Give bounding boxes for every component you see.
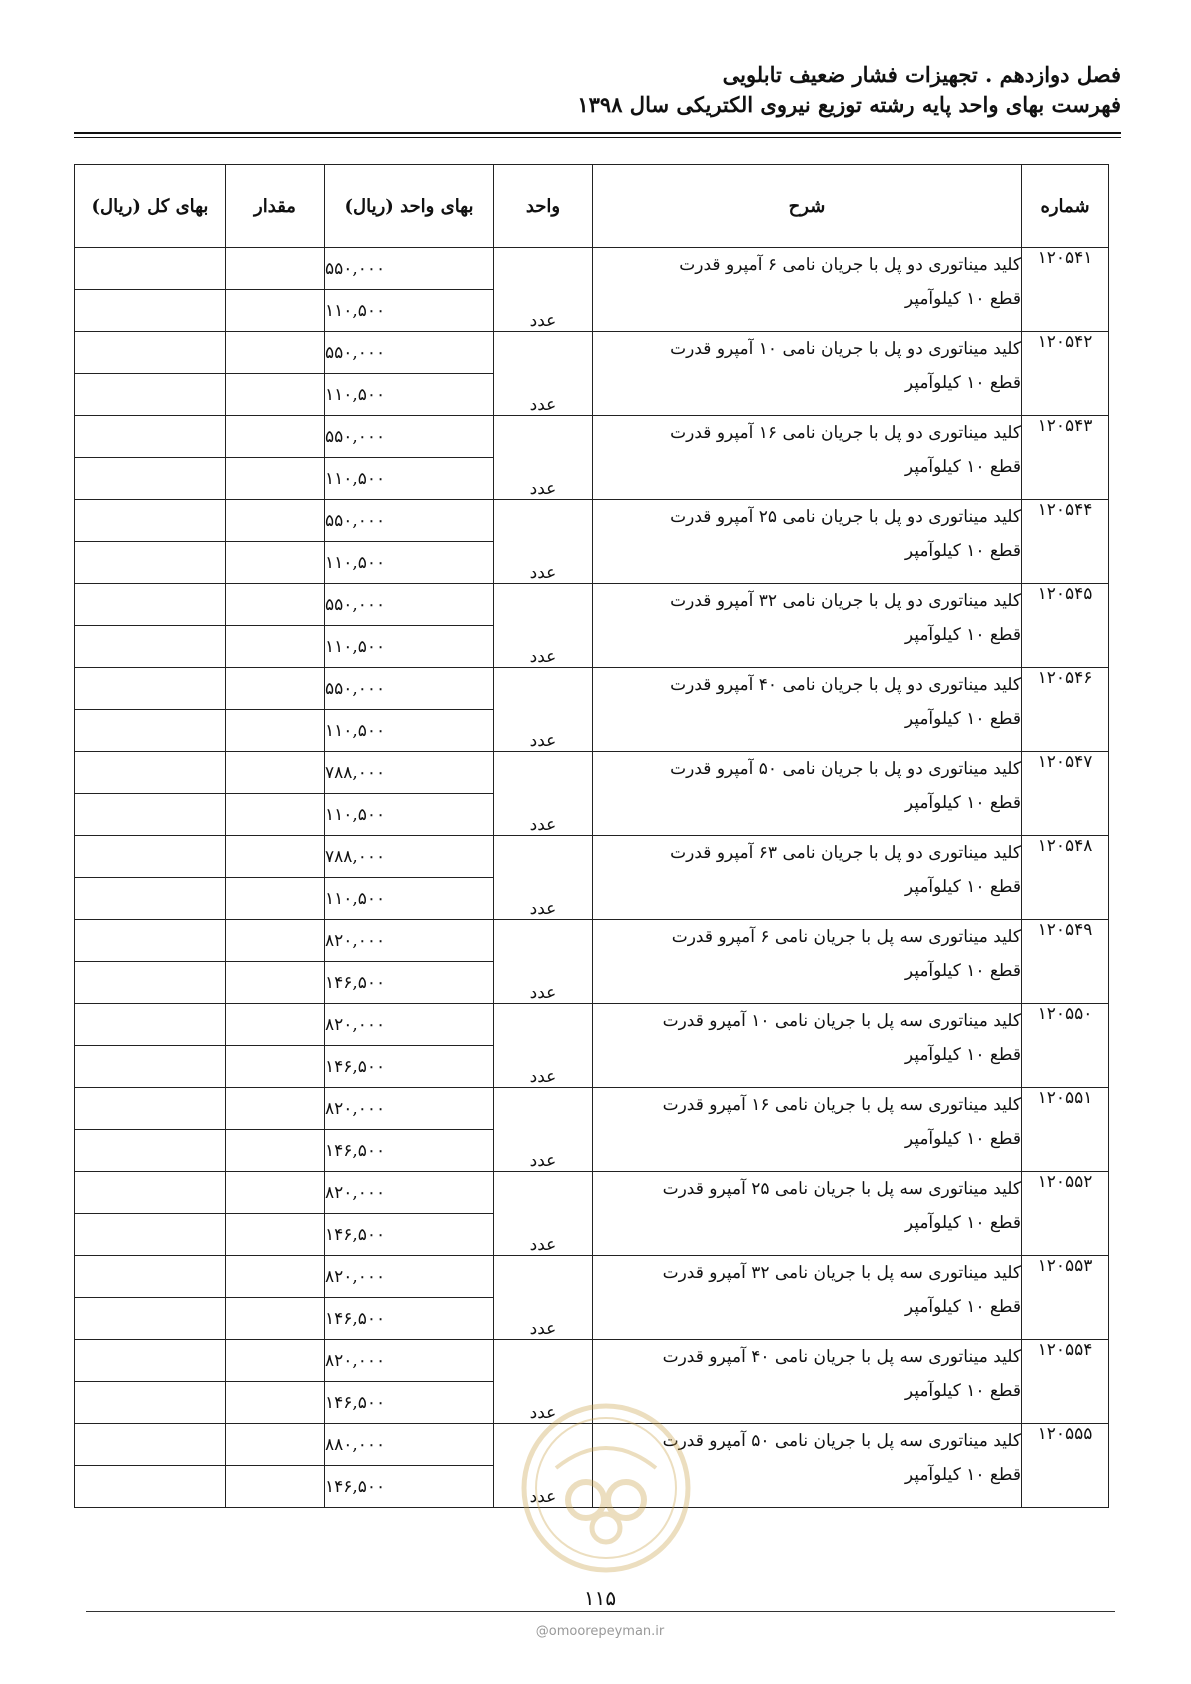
item-description-line2: قطع ۱۰ کیلوآمپر bbox=[904, 373, 1021, 393]
total-price-cell bbox=[75, 1256, 226, 1298]
item-unit: عدد bbox=[494, 1256, 593, 1340]
quantity-cell bbox=[226, 1256, 325, 1298]
unit-price-supply: ۸۲۰,۰۰۰ bbox=[325, 1004, 494, 1046]
total-price-cell bbox=[75, 1424, 226, 1466]
item-description bbox=[593, 248, 1022, 332]
table-row bbox=[75, 584, 1109, 626]
total-price-cell bbox=[75, 290, 226, 332]
quantity-cell bbox=[226, 836, 325, 878]
total-price-cell bbox=[75, 668, 226, 710]
item-description-line2: قطع ۱۰ کیلوآمپر bbox=[904, 1381, 1021, 1401]
item-description-line2: قطع ۱۰ کیلوآمپر bbox=[904, 877, 1021, 897]
total-price-cell bbox=[75, 1088, 226, 1130]
quantity-cell bbox=[226, 542, 325, 584]
header-divider-thin bbox=[74, 137, 1121, 138]
total-price-cell bbox=[75, 584, 226, 626]
item-unit: عدد bbox=[494, 1172, 593, 1256]
item-description-line2: قطع ۱۰ کیلوآمپر bbox=[904, 1129, 1021, 1149]
quantity-cell bbox=[226, 1382, 325, 1424]
item-description bbox=[593, 584, 1022, 668]
item-unit: عدد bbox=[494, 332, 593, 416]
unit-price-supply: ۵۵۰,۰۰۰ bbox=[325, 332, 494, 374]
item-number: ۱۲۰۵۴۶ bbox=[1022, 668, 1109, 752]
unit-price-supply: ۷۸۸,۰۰۰ bbox=[325, 836, 494, 878]
unit-price-install: ۱۴۶,۵۰۰ bbox=[325, 1130, 494, 1172]
item-description-line2: قطع ۱۰ کیلوآمپر bbox=[904, 625, 1021, 645]
total-price-cell bbox=[75, 878, 226, 920]
item-description-line1: کلید میناتوری سه پل با جریان نامی ۴۰ آمپرو قدرت bbox=[662, 1347, 1021, 1367]
total-price-cell bbox=[75, 1046, 226, 1088]
unit-price-supply: ۵۵۰,۰۰۰ bbox=[325, 584, 494, 626]
header-unit-price: بهای واحد (ریال) bbox=[325, 165, 494, 248]
item-number: ۱۲۰۵۴۱ bbox=[1022, 248, 1109, 332]
unit-price-install: ۱۴۶,۵۰۰ bbox=[325, 1382, 494, 1424]
header-description: شرح bbox=[593, 165, 1022, 248]
item-unit: عدد bbox=[494, 1088, 593, 1172]
quantity-cell bbox=[226, 920, 325, 962]
unit-price-supply: ۵۵۰,۰۰۰ bbox=[325, 668, 494, 710]
table-row bbox=[75, 1004, 1109, 1046]
item-unit: عدد bbox=[494, 248, 593, 332]
quantity-cell bbox=[226, 1466, 325, 1508]
quantity-cell bbox=[226, 626, 325, 668]
total-price-cell bbox=[75, 1130, 226, 1172]
item-description bbox=[593, 752, 1022, 836]
item-description-line2: قطع ۱۰ کیلوآمپر bbox=[904, 793, 1021, 813]
table-row bbox=[75, 1088, 1109, 1130]
table-row bbox=[75, 1340, 1109, 1382]
price-list-table bbox=[74, 164, 1109, 1508]
item-description-line2: قطع ۱۰ کیلوآمپر bbox=[904, 1465, 1021, 1485]
total-price-cell bbox=[75, 458, 226, 500]
quantity-cell bbox=[226, 962, 325, 1004]
total-price-cell bbox=[75, 1298, 226, 1340]
item-description-line2: قطع ۱۰ کیلوآمپر bbox=[904, 1297, 1021, 1317]
quantity-cell bbox=[226, 1172, 325, 1214]
table-row bbox=[75, 500, 1109, 542]
quantity-cell bbox=[226, 752, 325, 794]
item-description bbox=[593, 1088, 1022, 1172]
item-number: ۱۲۰۵۵۰ bbox=[1022, 1004, 1109, 1088]
table-row bbox=[75, 1424, 1109, 1466]
quantity-cell bbox=[226, 794, 325, 836]
total-price-cell bbox=[75, 710, 226, 752]
item-description-line1: کلید میناتوری دو پل با جریان نامی ۳۲ آمپرو قدرت bbox=[670, 591, 1021, 611]
header-number: شماره bbox=[1022, 165, 1109, 248]
quantity-cell bbox=[226, 416, 325, 458]
unit-price-supply: ۸۲۰,۰۰۰ bbox=[325, 1172, 494, 1214]
unit-price-install: ۱۱۰,۵۰۰ bbox=[325, 794, 494, 836]
item-description-line2: قطع ۱۰ کیلوآمپر bbox=[904, 709, 1021, 729]
table-header-row bbox=[75, 165, 1109, 248]
item-description-line2: قطع ۱۰ کیلوآمپر bbox=[904, 961, 1021, 981]
item-description-line1: کلید میناتوری دو پل با جریان نامی ۲۵ آمپرو قدرت bbox=[670, 507, 1021, 527]
item-description-line1: کلید میناتوری دو پل با جریان نامی ۶ آمپرو قدرت bbox=[679, 255, 1021, 275]
quantity-cell bbox=[226, 290, 325, 332]
quantity-cell bbox=[226, 248, 325, 290]
unit-price-install: ۱۱۰,۵۰۰ bbox=[325, 878, 494, 920]
unit-price-install: ۱۱۰,۵۰۰ bbox=[325, 626, 494, 668]
item-unit: عدد bbox=[494, 1424, 593, 1508]
item-description-line2: قطع ۱۰ کیلوآمپر bbox=[904, 1045, 1021, 1065]
header-total-price: بهای کل (ریال) bbox=[75, 165, 226, 248]
total-price-cell bbox=[75, 1340, 226, 1382]
footer-divider bbox=[86, 1611, 1115, 1612]
unit-price-install: ۱۱۰,۵۰۰ bbox=[325, 542, 494, 584]
item-unit: عدد bbox=[494, 920, 593, 1004]
item-description-line1: کلید میناتوری دو پل با جریان نامی ۴۰ آمپرو قدرت bbox=[670, 675, 1021, 695]
item-description bbox=[593, 1424, 1022, 1508]
unit-price-supply: ۸۲۰,۰۰۰ bbox=[325, 1088, 494, 1130]
website-watermark: @omoorepeyman.ir bbox=[535, 1624, 665, 1639]
item-number: ۱۲۰۵۴۹ bbox=[1022, 920, 1109, 1004]
item-number: ۱۲۰۵۵۳ bbox=[1022, 1256, 1109, 1340]
unit-price-install: ۱۱۰,۵۰۰ bbox=[325, 290, 494, 332]
item-number: ۱۲۰۵۴۵ bbox=[1022, 584, 1109, 668]
unit-price-supply: ۵۵۰,۰۰۰ bbox=[325, 500, 494, 542]
item-description-line2: قطع ۱۰ کیلوآمپر bbox=[904, 1213, 1021, 1233]
item-number: ۱۲۰۵۴۲ bbox=[1022, 332, 1109, 416]
item-number: ۱۲۰۵۵۲ bbox=[1022, 1172, 1109, 1256]
quantity-cell bbox=[226, 878, 325, 920]
table-row bbox=[75, 668, 1109, 710]
item-unit: عدد bbox=[494, 752, 593, 836]
item-description-line1: کلید میناتوری سه پل با جریان نامی ۲۵ آمپرو قدرت bbox=[662, 1179, 1021, 1199]
table-row bbox=[75, 416, 1109, 458]
quantity-cell bbox=[226, 1298, 325, 1340]
quantity-cell bbox=[226, 710, 325, 752]
item-description bbox=[593, 1172, 1022, 1256]
item-description-line1: کلید میناتوری دو پل با جریان نامی ۶۳ آمپرو قدرت bbox=[670, 843, 1021, 863]
unit-price-install: ۱۴۶,۵۰۰ bbox=[325, 1298, 494, 1340]
item-description bbox=[593, 500, 1022, 584]
total-price-cell bbox=[75, 1172, 226, 1214]
quantity-cell bbox=[226, 500, 325, 542]
item-description bbox=[593, 668, 1022, 752]
total-price-cell bbox=[75, 794, 226, 836]
total-price-cell bbox=[75, 626, 226, 668]
quantity-cell bbox=[226, 332, 325, 374]
total-price-cell bbox=[75, 416, 226, 458]
item-description-line1: کلید میناتوری دو پل با جریان نامی ۱۶ آمپرو قدرت bbox=[670, 423, 1021, 443]
table-row bbox=[75, 1256, 1109, 1298]
item-description-line1: کلید میناتوری سه پل با جریان نامی ۱۶ آمپرو قدرت bbox=[662, 1095, 1021, 1115]
page-number: ۱۱۵ bbox=[583, 1586, 617, 1610]
item-unit: عدد bbox=[494, 416, 593, 500]
total-price-cell bbox=[75, 542, 226, 584]
total-price-cell bbox=[75, 1004, 226, 1046]
item-description-line2: قطع ۱۰ کیلوآمپر bbox=[904, 457, 1021, 477]
total-price-cell bbox=[75, 248, 226, 290]
item-unit: عدد bbox=[494, 668, 593, 752]
total-price-cell bbox=[75, 1466, 226, 1508]
unit-price-install: ۱۴۶,۵۰۰ bbox=[325, 962, 494, 1004]
item-description-line1: کلید میناتوری سه پل با جریان نامی ۶ آمپرو قدرت bbox=[671, 927, 1021, 947]
unit-price-supply: ۸۲۰,۰۰۰ bbox=[325, 920, 494, 962]
unit-price-supply: ۵۵۰,۰۰۰ bbox=[325, 416, 494, 458]
header-unit: واحد bbox=[494, 165, 593, 248]
item-description-line1: کلید میناتوری سه پل با جریان نامی ۱۰ آمپرو قدرت bbox=[662, 1011, 1021, 1031]
header-divider-thick bbox=[74, 132, 1121, 134]
total-price-cell bbox=[75, 374, 226, 416]
table-row bbox=[75, 836, 1109, 878]
unit-price-supply: ۸۲۰,۰۰۰ bbox=[325, 1256, 494, 1298]
item-number: ۱۲۰۵۴۸ bbox=[1022, 836, 1109, 920]
unit-price-supply: ۸۸۰,۰۰۰ bbox=[325, 1424, 494, 1466]
item-unit: عدد bbox=[494, 584, 593, 668]
item-description-line2: قطع ۱۰ کیلوآمپر bbox=[904, 289, 1021, 309]
unit-price-install: ۱۴۶,۵۰۰ bbox=[325, 1046, 494, 1088]
item-description-line1: کلید میناتوری دو پل با جریان نامی ۵۰ آمپرو قدرت bbox=[670, 759, 1021, 779]
total-price-cell bbox=[75, 1382, 226, 1424]
total-price-cell bbox=[75, 920, 226, 962]
item-number: ۱۲۰۵۴۳ bbox=[1022, 416, 1109, 500]
table-row bbox=[75, 920, 1109, 962]
total-price-cell bbox=[75, 836, 226, 878]
item-description-line1: کلید میناتوری سه پل با جریان نامی ۵۰ آمپرو قدرت bbox=[662, 1431, 1021, 1451]
unit-price-install: ۱۱۰,۵۰۰ bbox=[325, 374, 494, 416]
unit-price-supply: ۸۲۰,۰۰۰ bbox=[325, 1340, 494, 1382]
item-description bbox=[593, 836, 1022, 920]
unit-price-install: ۱۴۶,۵۰۰ bbox=[325, 1214, 494, 1256]
total-price-cell bbox=[75, 752, 226, 794]
quantity-cell bbox=[226, 374, 325, 416]
unit-price-supply: ۵۵۰,۰۰۰ bbox=[325, 248, 494, 290]
total-price-cell bbox=[75, 332, 226, 374]
quantity-cell bbox=[226, 584, 325, 626]
quantity-cell bbox=[226, 1004, 325, 1046]
table-row bbox=[75, 1172, 1109, 1214]
table-row bbox=[75, 332, 1109, 374]
unit-price-install: ۱۱۰,۵۰۰ bbox=[325, 458, 494, 500]
quantity-cell bbox=[226, 668, 325, 710]
item-description-line1: کلید میناتوری دو پل با جریان نامی ۱۰ آمپرو قدرت bbox=[670, 339, 1021, 359]
item-description bbox=[593, 416, 1022, 500]
item-unit: عدد bbox=[494, 1004, 593, 1088]
item-description bbox=[593, 920, 1022, 1004]
unit-price-supply: ۷۸۸,۰۰۰ bbox=[325, 752, 494, 794]
chapter-title: فصل دوازدهم . تجهیزات فشار ضعیف تابلویی bbox=[722, 62, 1121, 87]
quantity-cell bbox=[226, 1088, 325, 1130]
unit-price-install: ۱۴۶,۵۰۰ bbox=[325, 1466, 494, 1508]
item-number: ۱۲۰۵۵۴ bbox=[1022, 1340, 1109, 1424]
item-number: ۱۲۰۵۴۴ bbox=[1022, 500, 1109, 584]
quantity-cell bbox=[226, 1424, 325, 1466]
table-row bbox=[75, 248, 1109, 290]
item-unit: عدد bbox=[494, 500, 593, 584]
quantity-cell bbox=[226, 458, 325, 500]
item-description bbox=[593, 1340, 1022, 1424]
item-number: ۱۲۰۵۵۱ bbox=[1022, 1088, 1109, 1172]
item-unit: عدد bbox=[494, 1340, 593, 1424]
table-body bbox=[75, 248, 1109, 1508]
item-description bbox=[593, 1256, 1022, 1340]
page-header bbox=[74, 60, 1121, 120]
total-price-cell bbox=[75, 1214, 226, 1256]
document-subtitle: فهرست بهای واحد پایه رشته توزیع نیروی الکتریکی سال ۱۳۹۸ bbox=[577, 92, 1121, 117]
quantity-cell bbox=[226, 1130, 325, 1172]
item-number: ۱۲۰۵۵۵ bbox=[1022, 1424, 1109, 1508]
unit-price-install: ۱۱۰,۵۰۰ bbox=[325, 710, 494, 752]
item-unit: عدد bbox=[494, 836, 593, 920]
header-quantity: مقدار bbox=[226, 165, 325, 248]
item-description-line1: کلید میناتوری سه پل با جریان نامی ۳۲ آمپرو قدرت bbox=[662, 1263, 1021, 1283]
item-number: ۱۲۰۵۴۷ bbox=[1022, 752, 1109, 836]
item-description bbox=[593, 1004, 1022, 1088]
total-price-cell bbox=[75, 500, 226, 542]
total-price-cell bbox=[75, 962, 226, 1004]
item-description-line2: قطع ۱۰ کیلوآمپر bbox=[904, 541, 1021, 561]
quantity-cell bbox=[226, 1214, 325, 1256]
quantity-cell bbox=[226, 1046, 325, 1088]
quantity-cell bbox=[226, 1340, 325, 1382]
table-row bbox=[75, 752, 1109, 794]
item-description bbox=[593, 332, 1022, 416]
